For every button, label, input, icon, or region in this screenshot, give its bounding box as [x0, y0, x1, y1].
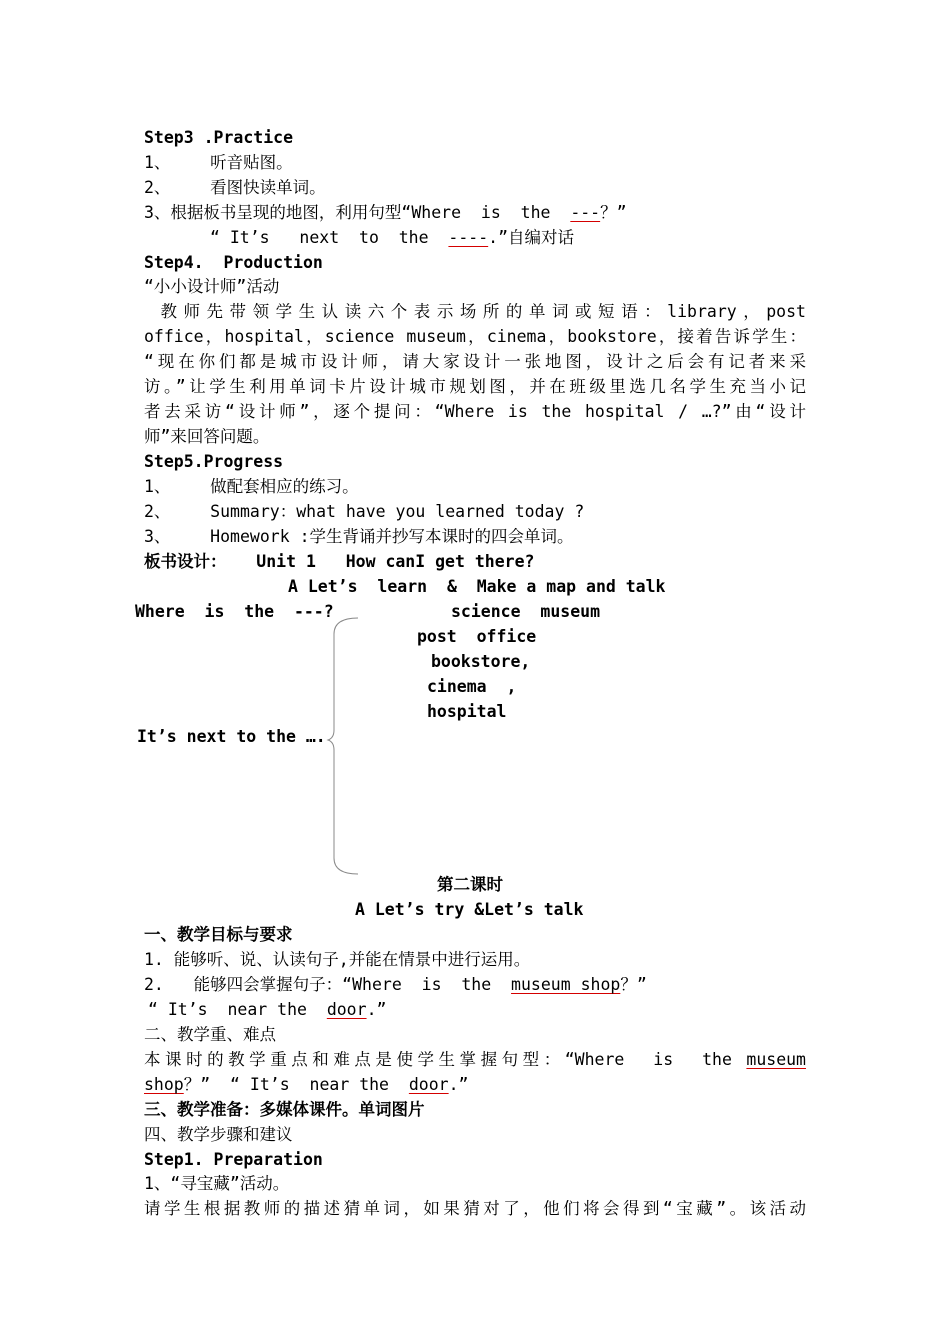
focus-line-2: shop？” “ It’s near the door.”: [144, 1075, 469, 1094]
blank-underline: museum: [746, 1050, 806, 1069]
goal-1: 1. 能够听、说、认读句子,并能在情景中进行运用。: [144, 950, 531, 969]
board-word: hospital: [427, 702, 507, 721]
blank-underline: ---: [570, 203, 601, 222]
blank-underline: door: [408, 1075, 449, 1094]
step4-para-line: office，hospital，science museum，cinema，bookstore，接着告诉学生：: [144, 327, 806, 346]
step1-item-1: 1、“寻宝藏”活动。: [144, 1174, 290, 1193]
step1-title: Step1. Preparation: [144, 1150, 323, 1169]
blank-underline: door: [326, 1000, 367, 1019]
goals-heading: 一、教学目标与要求: [144, 925, 293, 944]
board-word: post office: [417, 627, 537, 646]
blank-underline: ----: [448, 228, 489, 247]
step4-para-line: “现在你们都是城市设计师，请大家设计一张地图，设计之后会有记者来采: [144, 352, 806, 371]
step3-title: Step3 .Practice: [144, 128, 294, 147]
blank-underline: museum shop: [511, 975, 621, 994]
step3-item-3-response: “ It’s next to the ----.”自编对话: [210, 228, 575, 247]
blank-underline: shop: [144, 1075, 184, 1094]
step4-para-line: 者去采访“设计师”，逐个提问：“Where is the hospital / …?”由“设计: [144, 402, 806, 421]
step3-item-2: 2、 看图快读单词。: [144, 178, 326, 197]
step5-item-1: 1、 做配套相应的练习。: [144, 477, 359, 496]
step4-para-line: 师”来回答问题。: [144, 427, 270, 446]
step4-para-line: 访。”让学生利用单词卡片设计城市规划图，并在班级里选几名学生充当小记: [144, 377, 806, 396]
brace-icon: [326, 612, 366, 880]
step4-para-line: 教师先带领学生认读六个表示场所的单词或短语：library，post: [144, 302, 806, 321]
step5-item-3: 3、 Homework :学生背诵并抄写本课时的四会单词。: [144, 527, 574, 546]
board-word: science museum: [451, 602, 601, 621]
step3-item-1: 1、 听音贴图。: [144, 153, 293, 172]
focus-heading: 二、教学重、难点: [144, 1025, 276, 1044]
step4-title: Step4. Production: [144, 253, 323, 272]
steps-heading: 四、教学步骤和建议: [144, 1125, 293, 1144]
board-answer: It’s next to the ….: [137, 727, 326, 746]
focus-line-1: 本课时的教学重点和难点是使学生掌握句型：“Where is the museum: [144, 1050, 806, 1069]
goal-2-response: “ It’s near the door.”: [148, 1000, 387, 1019]
lesson2-subtitle: A Let’s try &Let’s talk: [355, 900, 584, 919]
step5-title: Step5.Progress: [144, 452, 284, 471]
step3-item-3: 3、根据板书呈现的地图，利用句型“Where is the ---？”: [144, 203, 627, 222]
board-label: 板书设计： Unit 1 How canI get there?: [144, 552, 535, 571]
board-question: Where is the ---?: [135, 602, 334, 621]
lesson2-title: 第二课时: [437, 875, 503, 894]
board-subtitle: A Let’s learn & Make a map and talk: [288, 577, 666, 596]
prep-heading: 三、教学准备：多媒体课件。单词图片: [144, 1100, 425, 1119]
step1-para: 请学生根据教师的描述猜单词，如果猜对了，他们将会得到“宝藏”。该活动: [144, 1199, 806, 1218]
step5-item-2: 2、 Summary：what have you learned today ?: [144, 502, 585, 521]
board-word: cinema ,: [427, 677, 517, 696]
step4-activity: “小小设计师”活动: [144, 277, 280, 296]
goal-2: 2. 能够四会掌握句子：“Where is the museum shop？”: [144, 975, 647, 994]
board-word: bookstore,: [431, 652, 531, 671]
